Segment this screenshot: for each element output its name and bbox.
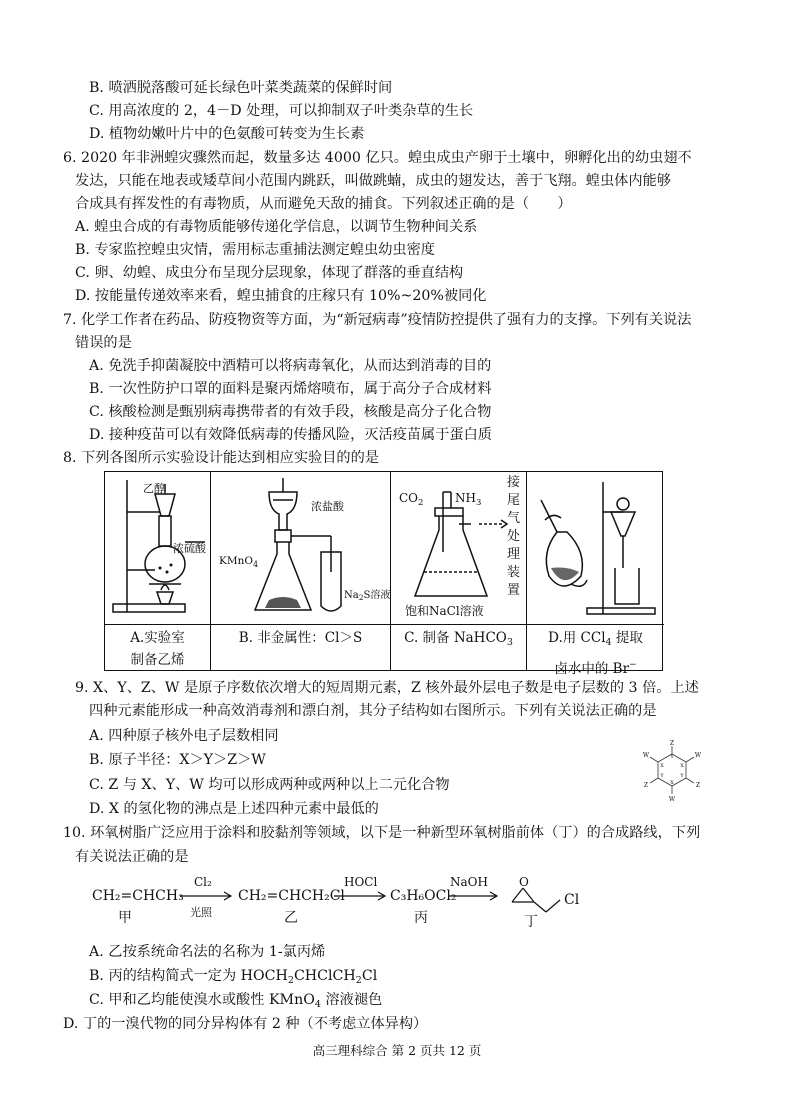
nahco3-apparatus-diagram	[391, 472, 527, 624]
svg-text:NaOH: NaOH	[450, 875, 488, 889]
figure-b-cell	[211, 472, 391, 670]
figure-d-caption: D.用 CCl$_4$ 提取 卤水中的 Br−	[527, 624, 664, 670]
figure-a-caption: A.实验室 制备乙烯	[105, 624, 210, 670]
q9-stem-2: 四种元素能形成一种高效消毒剂和漂白剂，其分子结构如右图所示。下列有关说法正确的是	[89, 703, 657, 719]
page-footer: 高三理科综合 第 2 页共 12 页	[312, 1043, 482, 1058]
molecule-ring-structure	[636, 740, 708, 804]
q9-stem-1: 9. X、Y、Z、W 是原子序数依次增大的短周期元素，Z 核外最外层电子数是电子层数的 3 倍。上述	[75, 680, 699, 696]
q7-option-c: C. 核酸检测是甄别病毒携带者的有效手段，核酸是高分子化合物	[89, 404, 492, 420]
q7-stem-2: 错误的是	[75, 335, 132, 351]
q10-option-b: B. 丙的结构简式一定为 $HOCH_2CHClCH_2Cl$	[89, 968, 378, 986]
q8-stem: 8. 下列各图所示实验设计能达到相应实验目的的是	[63, 450, 379, 466]
svg-text:尾: 尾	[507, 493, 521, 508]
svg-text:Z: Z	[643, 782, 649, 789]
svg-text:接: 接	[507, 475, 521, 490]
q6-option-d: D. 按能量传递效率来看，蝗虫捕食的庄稼只有 10%~20%被同化	[75, 288, 487, 304]
svg-text:O: O	[519, 875, 529, 889]
svg-text:丙: 丙	[414, 910, 428, 926]
q9-option-c: C. Z 与 X、Y、W 均可以形成两种或两种以上二元化合物	[89, 777, 450, 793]
svg-text:甲: 甲	[118, 910, 132, 926]
q7-option-b: B. 一次性防护口罩的面料是聚丙烯熔喷布，属于高分子合成材料	[89, 381, 492, 397]
svg-text:气: 气	[507, 511, 521, 526]
figure-b-caption: B. 非金属性：Cl＞S	[211, 624, 390, 670]
sat-nacl-label: 饱和NaCl溶液	[405, 604, 484, 618]
q10-option-c: C. 甲和乙均能使溴水或酸性 KMnO$_4$ 溶液褪色	[89, 992, 383, 1010]
experiment-figure-table	[104, 471, 663, 677]
co2-label: $CO_2$	[399, 491, 424, 508]
q6-option-c: C. 卵、幼蝗、成虫分布呈现分层现象，体现了群落的垂直结构	[75, 265, 464, 281]
ethylene-apparatus-diagram	[105, 472, 211, 624]
kmno4-label: KMnO$_4$	[219, 555, 259, 569]
compound-yi: CH₂=CHCH₂Cl	[238, 888, 345, 904]
svg-text:丁: 丁	[524, 914, 538, 930]
svg-text:Z: Z	[695, 782, 701, 789]
svg-text:X: X	[680, 763, 684, 769]
svg-text:乙: 乙	[284, 910, 298, 926]
na2s-solution-label: $Na_2S$溶液	[344, 590, 391, 602]
svg-text:Y: Y	[670, 754, 674, 760]
figure-d-cell	[527, 472, 664, 677]
q6-stem-2: 发达，只能在地表或矮草间小范围内跳跃，叫做跳蝻，成虫的翅发达，善于飞翔。蝗虫体内能够	[75, 173, 671, 189]
svg-text:Cl₂: Cl₂	[194, 875, 212, 889]
q6-stem-1: 6. 2020 年非洲蝗灾骤然而起，数量多达 4000 亿只。蝗虫成虫产卵于土壤中，卵孵化出的幼虫翅不	[63, 150, 692, 166]
q7-option-d: D. 接种疫苗可以有效降低病毒的传播风险，灭活疫苗属于蛋白质	[89, 427, 492, 443]
compound-bing: C₃H₆OCl₂	[390, 888, 457, 904]
svg-text:理: 理	[507, 547, 521, 562]
q7-stem-1: 7. 化学工作者在药品、防疫物资等方面，为“新冠病毒”疫情防控提供了强有力的支撑。下列有关说法	[63, 312, 692, 328]
conc-hcl-label: 浓盐酸	[311, 500, 344, 513]
q7-option-a: A. 免洗手抑菌凝胶中酒精可以将病毒氧化，从而达到消毒的目的	[89, 358, 492, 374]
svg-text:置: 置	[507, 583, 521, 598]
svg-text:W: W	[668, 796, 676, 803]
svg-text:W: W	[642, 752, 650, 759]
svg-text:Z: Z	[669, 740, 675, 747]
figure-c-caption: C. 制备 NaHCO$_3$	[391, 624, 526, 670]
q6-option-b: B. 专家监控蝗虫灾情，需用标志重捕法测定蝗虫幼虫密度	[75, 242, 435, 258]
svg-text:Y: Y	[660, 773, 664, 779]
q9-option-a: A. 四种原子核外电子层数相同	[89, 728, 279, 744]
synthesis-route-scheme	[88, 868, 608, 932]
q10-stem-1: 10. 环氧树脂广泛应用于涂料和胶黏剂等领域，以下是一种新型环氧树脂前体（丁）的合成路线，下列	[63, 825, 701, 841]
q9-option-d: D. X 的氢化物的沸点是上述四种元素中最低的	[89, 801, 379, 817]
q5-option-c: C. 用高浓度的 2，4－D 处理，可以抑制双子叶类杂草的生长	[89, 103, 474, 119]
svg-text:X: X	[670, 780, 674, 786]
q5-option-d: D. 植物幼嫩叶片中的色氨酸可转变为生长素	[89, 126, 365, 142]
gas-treatment-label	[507, 474, 520, 598]
nh3-label: $NH_3$	[455, 491, 482, 508]
q6-stem-3: 合成具有挥发性的有毒物质，从而避免天敌的捕食。下列叙述正确的是（ ）	[75, 196, 572, 212]
ethanol-label: 乙醇	[143, 482, 165, 495]
svg-text:光照: 光照	[190, 906, 212, 919]
chlorine-sulfur-apparatus-diagram	[211, 472, 391, 624]
q6-option-a: A. 蝗虫合成的有毒物质能够传递化学信息，以调节生物种间关系	[75, 219, 478, 235]
svg-text:Cl: Cl	[564, 892, 580, 908]
q10-option-a: A. 乙按系统命名法的名称为 1-氯丙烯	[89, 944, 326, 960]
svg-text:Y: Y	[680, 773, 684, 779]
q9-option-b: B. 原子半径：X＞Y＞Z＞W	[89, 752, 266, 768]
q10-stem-2: 有关说法正确的是	[75, 849, 189, 865]
compound-jia: CH₂=CHCH₃	[92, 888, 184, 904]
svg-text:HOCl: HOCl	[344, 875, 378, 889]
q5-option-b: B. 喷洒脱落酸可延长绿色叶菜类蔬菜的保鲜时间	[89, 80, 393, 96]
figure-a-cell	[105, 472, 211, 670]
svg-text:装: 装	[507, 565, 521, 580]
svg-text:W: W	[694, 752, 702, 759]
conc-sulfuric-acid-label: 浓硫酸	[173, 542, 206, 555]
svg-text:X: X	[660, 763, 664, 769]
svg-text:处: 处	[507, 529, 521, 544]
q10-option-d: D. 丁的一溴代物的同分异构体有 2 种（不考虑立体异构）	[63, 1016, 428, 1032]
extraction-apparatus-diagram	[527, 472, 664, 624]
figure-c-cell	[391, 472, 527, 670]
